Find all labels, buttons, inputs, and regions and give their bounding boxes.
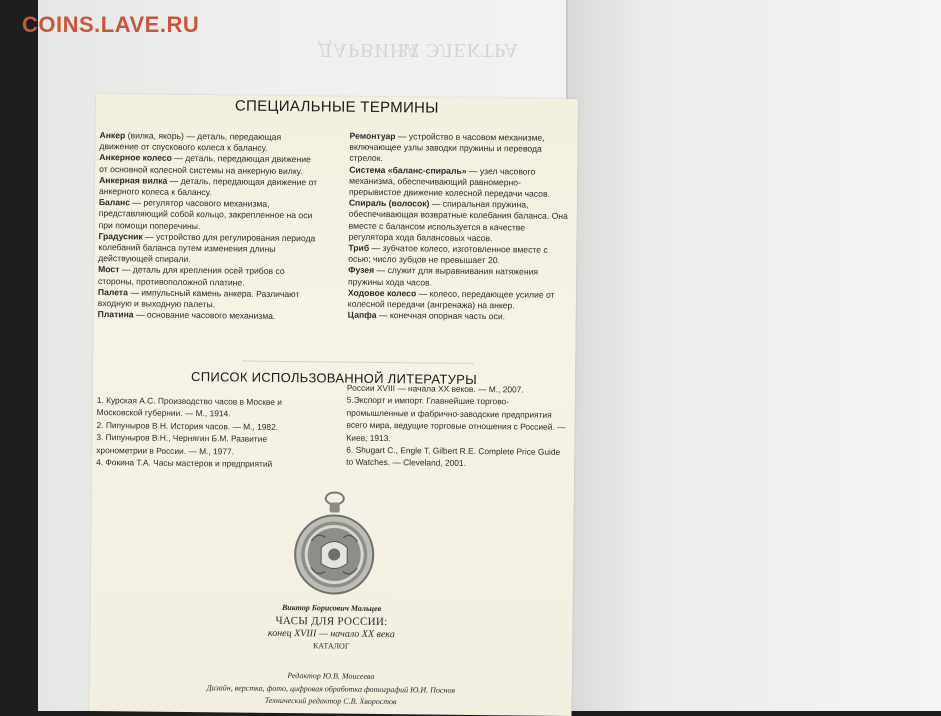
bibliography-entry: России XVIII — начала XX веков. — М., 2007. xyxy=(346,382,524,395)
term-word: Палета xyxy=(97,286,128,298)
bleed-through-text-right: ДАРВИНА xyxy=(318,39,421,61)
term-entry xyxy=(348,243,568,268)
term-entry xyxy=(349,131,569,167)
bibliography-entry: 3. Пипуныров В.Н., Чернягин Б.М. Развитие хронометрии в России. — М., 1977. xyxy=(96,432,268,457)
term-definition: — основание часового механизма. xyxy=(133,309,276,322)
term-word: Фузея xyxy=(348,265,375,276)
bibliography-entry: 1. Курская А.С. Производство часов в Москве и Московской губернии. — М., 1914. xyxy=(96,395,282,419)
term-entry xyxy=(348,265,568,290)
term-entry xyxy=(98,231,320,267)
credit-design: Дизайн, верстка, фото, цифровая обработка фотографий Ю.И. Поснов xyxy=(206,682,455,695)
term-word: Анкер xyxy=(99,130,126,141)
imprint-credits xyxy=(90,668,572,711)
term-definition: — спиральная пружина, обеспечивающая возвратные колебания баланса. Она вместе с балансом используется в качестве регулятора хода балансовых часов. xyxy=(348,198,568,243)
credit-editor: Редактор Ю.В. Моисеева xyxy=(287,671,375,681)
bibliography-entry: 5.Экспорт и импорт. Главнейшие торгово-промышленные и фабрично-заводские предприятия всего мира, ведущие торговые отношения с Россией. — Киев, 1913. xyxy=(346,395,566,443)
term-definition: — конечная опорная часть оси. xyxy=(376,310,506,322)
bibliography-entry: 2. Пипуныров В.Н. История часов. — М., 1982. xyxy=(96,419,279,432)
term-entry xyxy=(99,130,321,155)
term-entry xyxy=(98,287,320,312)
term-word: Анкерная вилка xyxy=(99,174,168,186)
term-word: Система «баланс-спираль» xyxy=(349,164,467,176)
term-word: Анкерное колесо xyxy=(99,152,172,164)
literature-heading: СПИСОК ИСПОЛЬЗОВАННОЙ ЛИТЕРАТУРЫ xyxy=(190,369,478,388)
term-definition: — колесо, передающее усилие от колесной передачи (ангренажа) на анкер. xyxy=(347,288,555,311)
term-word: Баланс xyxy=(98,197,131,208)
term-entry xyxy=(99,152,321,177)
term-definition: — деталь для крепления осей трибов со стороны, противоположной платине. xyxy=(97,264,285,288)
term-word: Спираль (волосок) xyxy=(348,197,430,209)
term-definition: (вилка, якорь) — деталь, передающая движение от спускового колеса к балансу. xyxy=(99,130,282,154)
term-definition: — деталь, передающая движение от основной колесной системы на анкерную вилку. xyxy=(99,153,311,176)
term-entry xyxy=(98,309,320,323)
term-entry xyxy=(348,198,568,245)
term-entry xyxy=(98,264,320,289)
imprint-subtitle: конец XVIII — начало XX века xyxy=(267,627,395,641)
right-page xyxy=(568,0,941,711)
term-word: Триб xyxy=(348,242,370,253)
terms-column-right xyxy=(348,131,570,324)
term-definition: — регулятор часового механизма, представляющий собой кольцо, закрепленное на оси при помощи поперечины. xyxy=(98,197,313,231)
term-entry xyxy=(349,164,569,200)
term-definition: — импульсный камень анкера. Различают входную и выходную палеты. xyxy=(97,287,300,310)
term-definition: — деталь, передающая движение от анкерного колеса к балансу. xyxy=(98,175,318,198)
site-watermark: COINS.LAVE.RU xyxy=(22,12,200,37)
term-word: Ходовое колесо xyxy=(347,287,417,299)
literature-column-right xyxy=(346,382,569,471)
term-entry xyxy=(348,310,568,324)
term-definition: — устройство в часовом механизме, включающее узлы заводки пружины и перевода стрелок. xyxy=(349,131,545,164)
pocket-watch-illustration xyxy=(293,491,376,598)
credit-tech-editor: Технический редактор С.В. Хворостов xyxy=(264,695,397,707)
term-definition: — узел часового механизма, обеспечивающий равномерно-прерывистое движение колесной передачи часов. xyxy=(348,165,550,199)
term-word: Градусник xyxy=(98,230,143,242)
terms-column-left xyxy=(98,130,322,323)
term-definition: — устройство для регулирования периода колебаний баланса путем изменения длины действующей спирали. xyxy=(98,231,316,265)
term-word: Мост xyxy=(98,264,120,275)
imprint-title: ЧАСЫ ДЛЯ РОССИИ: xyxy=(275,614,388,629)
imprint-catalog-label: КАТАЛОГ xyxy=(312,641,350,651)
term-entry xyxy=(348,287,568,312)
terms-heading: СПЕЦИАЛЬНЫЕ ТЕРМИНЫ xyxy=(234,97,439,117)
printed-page xyxy=(90,94,578,716)
imprint-author: Виктор Борисович Мальцев xyxy=(281,602,382,614)
term-definition: — служит для выравнивания натяжения пружины хода часов. xyxy=(348,265,539,288)
term-word: Цапфа xyxy=(347,309,377,321)
term-word: Платина xyxy=(97,309,134,320)
term-entry xyxy=(99,175,321,200)
term-word: Ремонтуар xyxy=(349,130,396,142)
term-entry xyxy=(99,197,321,233)
bleed-through-text-left: 37 ЭЛЕКТРА xyxy=(398,39,520,61)
bibliography-entry: 6. Shugart C., Engle T, Gilbert R.E. Complete Price Guide to Watches. — Cleveland, 2001. xyxy=(346,444,561,469)
section-divider xyxy=(243,361,473,364)
bibliography-entry: 4. Фокина Т.А. Часы мастеров и предприятий xyxy=(96,457,273,469)
literature-column-left xyxy=(96,394,317,471)
term-definition: — зубчатое колесо, изготовленное вместе с осью; число зубцов не превышает 20. xyxy=(348,242,548,266)
